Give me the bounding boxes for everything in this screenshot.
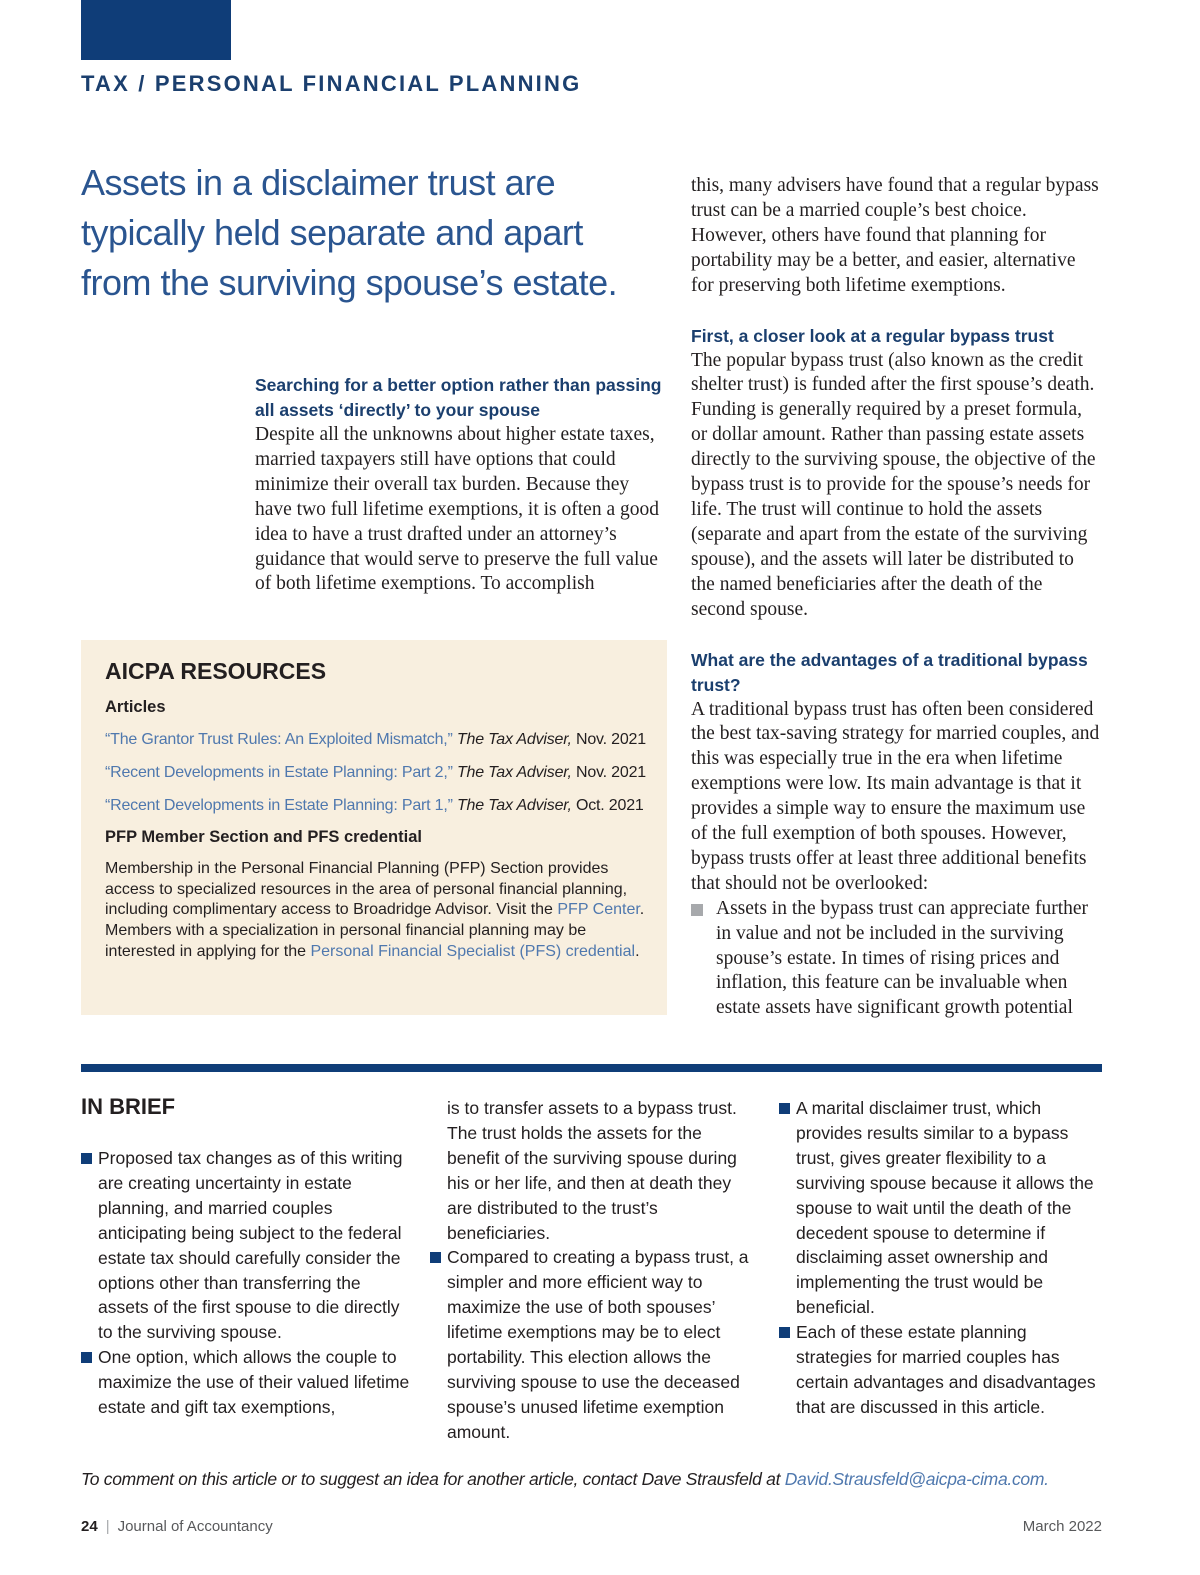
article-date: Nov. 2021 xyxy=(571,731,646,748)
article-journal: The Tax Adviser, xyxy=(456,797,572,814)
in-brief-column-2 xyxy=(430,1096,752,1445)
in-brief-column-3 xyxy=(779,1096,1104,1420)
paragraph-continued: this, many advisers have found that a regular bypass trust can be a married couple’s best choice. However, others have found that planning for portability may be a better, and easier, alternative for preserving both lifetime exemptions. xyxy=(691,175,1099,296)
benefits-list xyxy=(691,897,1101,1022)
comment-note xyxy=(81,1469,1049,1490)
subhead-advantages: What are the advantages of a traditional bypass trust? xyxy=(691,649,1088,695)
comment-text: To comment on this article or to suggest an idea for another article, contact Dave Strausfeld at xyxy=(81,1469,785,1489)
list-item: Proposed tax changes as of this writing are creating uncertainty in estate planning, and married couples anticipating being subject to the federal estate tax should carefully consider the options other than transferring the assets of the first spouse to die directly to the surviving spouse. xyxy=(81,1146,411,1345)
column-2 xyxy=(691,174,1101,1021)
article-journal: The Tax Adviser, xyxy=(456,731,572,748)
aicpa-resources-box xyxy=(81,640,667,1015)
article-title[interactable]: “Recent Developments in Estate Planning: Part 1,” xyxy=(105,797,453,814)
article-journal: The Tax Adviser, xyxy=(456,764,572,781)
subhead-regular-bypass-trust: First, a closer look at a regular bypass trust xyxy=(691,325,1054,346)
article-title[interactable]: “The Grantor Trust Rules: An Exploited Mismatch,” xyxy=(105,731,453,748)
list-item: One option, which allows the couple to maximize the use of their valued lifetime estate and gift tax exemptions, xyxy=(81,1345,411,1420)
paragraph-options: Despite all the unknowns about higher estate taxes, married taxpayers still have options that could minimize their overall tax burden. Because they have two full lifetime exemptions, it is often a good idea to have a trust drafted under an attorney’s guidance that would serve to preserve the full value of both lifetime exemptions. To accomplish xyxy=(255,424,659,595)
list-item-continued: is to transfer assets to a bypass trust. The trust holds the assets for the benefit of the surviving spouse during his or her life, and then at death they are distributed to the trust’s beneficiaries. xyxy=(447,1098,737,1243)
paragraph-bypass-trust: The popular bypass trust (also known as the credit shelter trust) is funded after the first spouse’s death. Funding is generally required by a preset formula, or dollar amount. Rather than passing estate assets directly to the surviving spouse, the objective of the bypass trust is to provide for the spouse’s needs for life. The trust will continue to hold the assets (separate and apart from the estate of the surviving spouse), and the assets will later be distributed to the named beneficiaries after the death of the second spouse. xyxy=(691,349,1096,620)
paragraph-advantages: A traditional bypass trust has often been considered the best tax-saving strategy for married couples, and this was especially true in the era when lifetime exemptions were low. Its main advantage is that it provides a simple way to ensure the maximum use of the full exemption of both spouses. However, bypass trusts offer at least three additional benefits that should not be overlooked: xyxy=(691,698,1100,894)
paragraph-text: . xyxy=(635,942,640,960)
in-brief-rule xyxy=(81,1064,1102,1072)
article-date: Nov. 2021 xyxy=(571,764,646,781)
pfs-credential-link[interactable]: Personal Financial Specialist (PFS) credential xyxy=(310,942,636,960)
footer-left xyxy=(81,1518,273,1535)
page-number: 24 xyxy=(81,1518,98,1535)
subhead-better-option: Searching for a better option rather than passing all assets ‘directly’ to your spouse xyxy=(255,375,662,420)
footer-separator: | xyxy=(105,1518,110,1535)
email-link[interactable]: David.Strausfeld@aicpa-cima.com. xyxy=(784,1469,1049,1489)
list-item: Assets in the bypass trust can appreciate further in value and not be included in the surviving spouse’s estate. In times of rising prices and inflation, this feature can be invaluable when estate assets have significant growth potential xyxy=(691,897,1101,1022)
list-item: Compared to creating a bypass trust, a simpler and more efficient way to maximize the use of both spouses’ lifetime exemptions may be to elect portability. This election allows the surviving spouse to use the deceased spouse’s unused lifetime exemption amount. xyxy=(430,1245,752,1444)
section-label: TAX / PERSONAL FINANCIAL PLANNING xyxy=(81,71,582,96)
issue-date: March 2022 xyxy=(1022,1518,1102,1535)
paragraph-text: . Members with a specialization in personal financial planning may be interested in applying for the xyxy=(105,901,645,960)
pfp-section-heading: PFP Member Section and PFS credential xyxy=(105,828,422,846)
in-brief-column-1 xyxy=(81,1146,411,1420)
article-date: Oct. 2021 xyxy=(571,797,644,814)
list-item: A marital disclaimer trust, which provides results similar to a bypass trust, gives greater flexibility to a surviving spouse because it allows the spouse to wait until the death of the decedent spouse to determine if disclaiming asset ownership and implementing the trust would be beneficial. xyxy=(779,1096,1104,1320)
article-title[interactable]: “Recent Developments in Estate Planning: Part 2,” xyxy=(105,764,453,781)
list-item: Each of these estate planning strategies for married couples has certain advantages and disadvantages that are discussed in this article. xyxy=(779,1320,1104,1420)
article-link[interactable] xyxy=(105,796,653,816)
resources-title: AICPA RESOURCES xyxy=(105,658,327,684)
articles-heading: Articles xyxy=(105,698,166,716)
column-1 xyxy=(255,373,667,597)
pfp-center-link[interactable]: PFP Center xyxy=(557,901,640,919)
pfp-membership-paragraph xyxy=(105,859,653,963)
paragraph-text: Membership in the Personal Financial Planning (PFP) Section provides access to specialized resources in the area of personal financial planning, including complimentary access to Broadridge Advisor. Visit the xyxy=(105,860,628,919)
article-link[interactable] xyxy=(105,730,653,750)
in-brief-title: IN BRIEF xyxy=(81,1094,176,1119)
top-accent-bar xyxy=(81,0,231,60)
article-link[interactable] xyxy=(105,763,653,783)
journal-name: Journal of Accountancy xyxy=(117,1518,273,1535)
pull-quote: Assets in a disclaimer trust are typically held separate and apart from the surviving spouse’s estate. xyxy=(81,162,618,303)
